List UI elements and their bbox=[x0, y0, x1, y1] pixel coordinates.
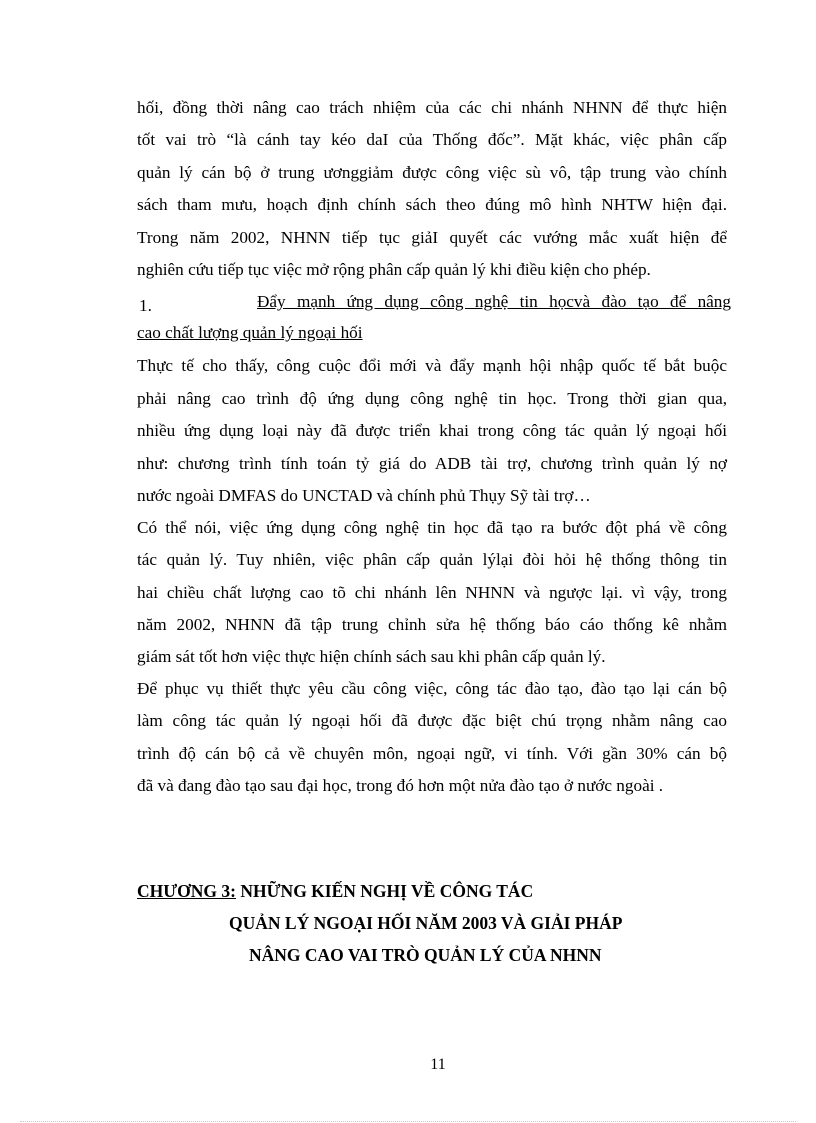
paragraph-line: sách tham mưu, hoạch định chính sách theo đúng mô hình NHTW hiện đại. bbox=[137, 195, 727, 214]
paragraph-line: Có thể nói, việc ứng dụng công nghệ tin học đã tạo ra bước đột phá về công bbox=[137, 518, 727, 537]
paragraph-line: tốt vai trò “là cánh tay kéo daI của Thống đốc”. Mặt khác, việc phân cấp bbox=[137, 130, 727, 149]
section-number: 1. bbox=[139, 296, 152, 315]
paragraph-line: đã và đang đào tạo sau đại học, trong đó hơn một nửa đào tạo ở nước ngoài . bbox=[137, 776, 664, 795]
paragraph-line: phải nâng cao trình độ ứng dụng công nghệ tin học. Trong thời gian qua, bbox=[137, 389, 727, 408]
chapter-title-part: NHỮNG KIẾN NGHỊ VỀ CÔNG TÁC bbox=[236, 881, 534, 901]
paragraph-line: nhiều ứng dụng loại này đã được triển khai trong công tác quản lý ngoại hối bbox=[137, 421, 727, 440]
chapter-heading-line3: NÂNG CAO VAI TRÒ QUẢN LÝ CỦA NHNN bbox=[249, 945, 602, 965]
paragraph-line: Trong năm 2002, NHNN tiếp tục giảI quyết các vướng mắc xuất hiện để bbox=[137, 228, 727, 247]
paragraph-line: năm 2002, NHNN đã tập trung chỉnh sửa hệ thống báo cáo thống kê nhằm bbox=[137, 615, 727, 634]
page-number: 11 bbox=[430, 1056, 446, 1073]
paragraph-line: tác quản lý. Tuy nhiên, việc phân cấp quản lýlại đòi hỏi hệ thống thông tin bbox=[137, 550, 727, 569]
paragraph-line: Thực tế cho thấy, công cuộc đổi mới và đẩy mạnh hội nhập quốc tế bắt buộc bbox=[137, 356, 727, 375]
chapter-heading-line2: QUẢN LÝ NGOẠI HỐI NĂM 2003 VÀ GIẢI PHÁP bbox=[229, 913, 623, 933]
chapter-label: CHƯƠNG 3: bbox=[137, 881, 236, 901]
paragraph-line: hối, đồng thời nâng cao trách nhiệm của các chi nhánh NHNN để thực hiện bbox=[137, 98, 727, 117]
section-heading-continued: cao chất lượng quản lý ngoại hối bbox=[137, 323, 363, 342]
paragraph-line: nghiên cứu tiếp tục việc mở rộng phân cấp quản lý khi điều kiện cho phép. bbox=[137, 260, 651, 279]
paragraph-line: làm công tác quản lý ngoại hối đã được đặc biệt chú trọng nhằm nâng cao bbox=[137, 711, 727, 730]
paragraph-line: nước ngoài DMFAS do UNCTAD và chính phủ Thụy Sỹ tài trợ… bbox=[137, 486, 591, 505]
section-heading: Đẩy mạnh ứng dụng công nghệ tin họcvà đào tạo để nâng bbox=[257, 292, 731, 311]
paragraph-line: trình độ cán bộ cả về chuyên môn, ngoại ngữ, vi tính. Với gần 30% cán bộ bbox=[137, 744, 727, 763]
paragraph-line: giám sát tốt hơn việc thực hiện chính sách sau khi phân cấp quản lý. bbox=[137, 647, 606, 666]
paragraph-line: hai chiều chất lượng cao tõ chi nhánh lên NHNN và ngược lại. vì vậy, trong bbox=[137, 583, 727, 602]
paragraph-line: quản lý cán bộ ở trung ươnggiảm được công việc sù vô, tập trung vào chính bbox=[137, 163, 727, 182]
paragraph-line: như: chương trình tính toán tỷ giá do ADB tài trợ, chương trình quản lý nợ bbox=[137, 454, 727, 473]
page-bottom-divider bbox=[20, 1121, 796, 1122]
paragraph-line: Để phục vụ thiết thực yêu cầu công việc, công tác đào tạo, đào tạo lại cán bộ bbox=[137, 679, 727, 698]
chapter-heading-line1 bbox=[137, 881, 533, 901]
